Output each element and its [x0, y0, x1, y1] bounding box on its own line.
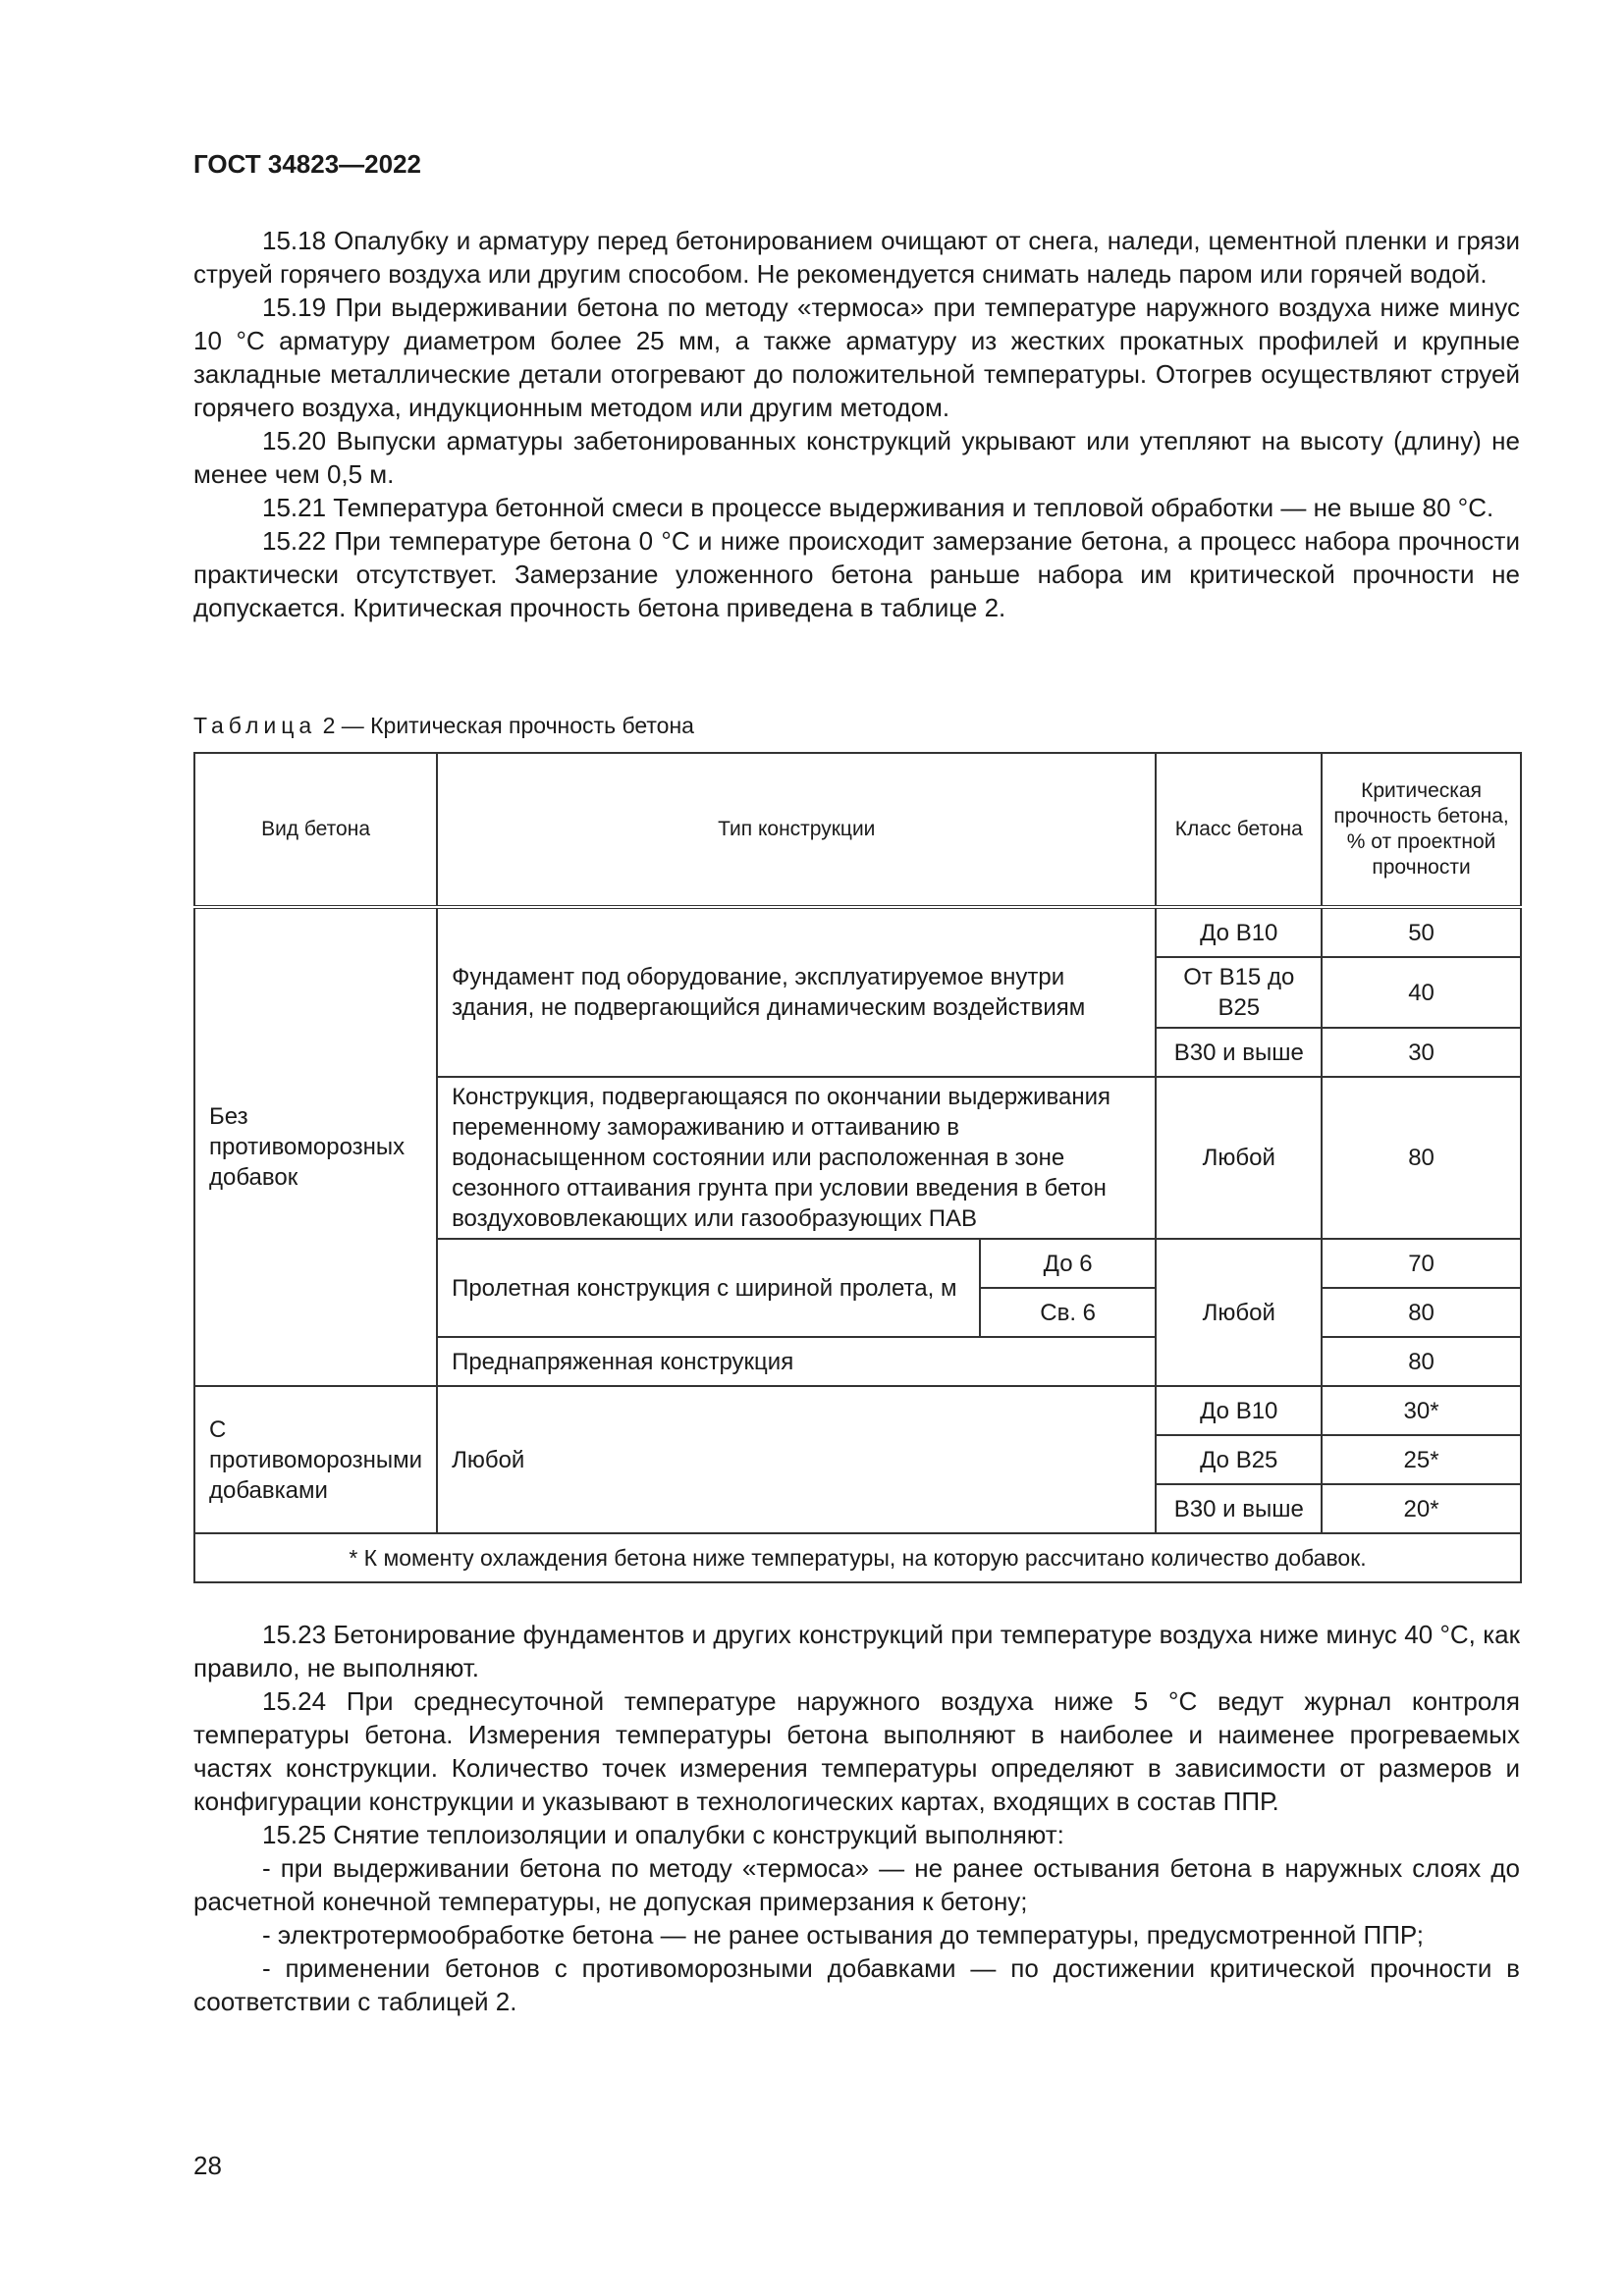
table-caption-word: Таблица — [193, 713, 317, 738]
list-item: - применении бетонов с противоморозными добавками — по достижении критической прочности в соответствии с таблицей 2. — [193, 1953, 1520, 2016]
paragraph-15-25: 15.25 Снятие теплоизоляции и опалубки с конструкций выполняют: — [262, 1820, 1064, 1849]
list-item: - при выдерживании бетона по методу «термоса» — не ранее остывания бетона в наружных слоях до расчетной конечной температуры, не допуская примерзания к бетону; — [193, 1853, 1520, 1916]
document-code: ГОСТ 34823—2022 — [193, 149, 421, 179]
strength-cell: 40 — [1322, 957, 1521, 1028]
kind-with-antifreeze: С противоморозными добавками — [194, 1386, 437, 1533]
kind-without-antifreeze: Без противоморозных добавок — [194, 907, 437, 1386]
class-cell: В30 и выше — [1156, 1028, 1322, 1077]
table-caption — [193, 713, 694, 739]
paragraph-15-23: 15.23 Бетонирование фундаментов и других конструкций при температуре воздуха ниже минус 40 °С, как правило, не выполняют. — [193, 1620, 1520, 1682]
class-cell: До В25 — [1156, 1435, 1322, 1484]
table-row — [194, 907, 1521, 957]
strength-cell: 25* — [1322, 1435, 1521, 1484]
class-cell: Любой — [1156, 1239, 1322, 1386]
table-caption-title: 2 — Критическая прочность бетона — [316, 713, 694, 738]
paragraph-15-20: 15.20 Выпуски арматуры забетонированных конструкций укрывают или утепляют на высоту (длину) не менее чем 0,5 м. — [193, 426, 1520, 489]
paragraph-15-18: 15.18 Опалубку и арматуру перед бетонированием очищают от снега, наледи, цементной пленки и грязи струей горячего воздуха или другим способом. Не рекомендуется снимать наледь паром или горячей водой. — [193, 226, 1520, 289]
table-row — [194, 1386, 1521, 1435]
list-item: - электротермообработке бетона — не ранее остывания до температуры, предусмотренной ППР; — [262, 1920, 1424, 1949]
header-critical-strength: Критическая прочность бетона, % от проектной прочности — [1322, 753, 1521, 907]
text-block-top — [193, 224, 1520, 624]
class-cell: До В10 — [1156, 907, 1322, 957]
strength-cell: 80 — [1322, 1077, 1521, 1239]
strength-cell: 20* — [1322, 1484, 1521, 1533]
construction-any: Любой — [437, 1386, 1156, 1533]
header-concrete-class: Класс бетона — [1156, 753, 1322, 907]
header-concrete-kind: Вид бетона — [194, 753, 437, 907]
class-cell: Любой — [1156, 1077, 1322, 1239]
critical-strength-table — [193, 752, 1522, 1583]
paragraph-15-22: 15.22 При температуре бетона 0 °С и ниже происходит замерзание бетона, а процесс набора прочности практически отсутствует. Замерзание уложенного бетона раньше набора им критической прочности не допускается. Критическая прочность бетона приведена в таблице 2. — [193, 526, 1520, 622]
text-block-bottom — [193, 1618, 1520, 2018]
span-width-cell: До 6 — [980, 1239, 1157, 1288]
paragraph-15-19: 15.19 При выдерживании бетона по методу «термоса» при температуре наружного воздуха ниже минус 10 °С арматуру диаметром более 25 мм, а также арматуру из жестких прокатных профилей и крупные закладные металлические детали отогревают до положительной температуры. Отогрев осуществляют струей горячего воздуха, индукционным методом или другим методом. — [193, 293, 1520, 422]
paragraph-15-24: 15.24 При среднесуточной температуре наружного воздуха ниже 5 °С ведут журнал контроля температуры бетона. Измерения температуры бетона выполняют в наиболее и наименее прогреваемых частях конструкции. Количество точек измерения температуры определяют в зависимости от размеров и конфигурации конструкции и указывают в технологических картах, входящих в состав ППР. — [193, 1686, 1520, 1816]
strength-cell: 70 — [1322, 1239, 1521, 1288]
paragraph-15-21: 15.21 Температура бетонной смеси в процессе выдерживания и тепловой обработки — не выше 80 °С. — [262, 493, 1494, 522]
strength-cell: 80 — [1322, 1288, 1521, 1337]
construction-foundation: Фундамент под оборудование, эксплуатируемое внутри здания, не подвергающийся динамическим воздействиям — [437, 907, 1156, 1077]
class-cell: В30 и выше — [1156, 1484, 1322, 1533]
construction-freeze-thaw: Конструкция, подвергающаяся по окончании выдерживания переменному замораживанию и оттаиванию в водонасыщенном состоянии или расположенная в зоне сезонного оттаивания грунта при условии введения в бетон воздухововлекающих или газообразующих ПАВ — [437, 1077, 1156, 1239]
table-footnote: * К моменту охлаждения бетона ниже температуры, на которую рассчитано количество добавок. — [194, 1533, 1521, 1582]
construction-prestressed: Преднапряженная конструкция — [437, 1337, 1156, 1386]
header-construction-type: Тип конструкции — [437, 753, 1156, 907]
table-footnote-row — [194, 1533, 1521, 1582]
construction-span: Пролетная конструкция с шириной пролета, м — [437, 1239, 980, 1337]
strength-cell: 50 — [1322, 907, 1521, 957]
span-width-cell: Св. 6 — [980, 1288, 1157, 1337]
page-number: 28 — [193, 2151, 222, 2180]
table-header-row — [194, 753, 1521, 907]
strength-cell: 30* — [1322, 1386, 1521, 1435]
strength-cell: 80 — [1322, 1337, 1521, 1386]
class-cell: До В10 — [1156, 1386, 1322, 1435]
class-cell: От В15 до В25 — [1156, 957, 1322, 1028]
strength-cell: 30 — [1322, 1028, 1521, 1077]
